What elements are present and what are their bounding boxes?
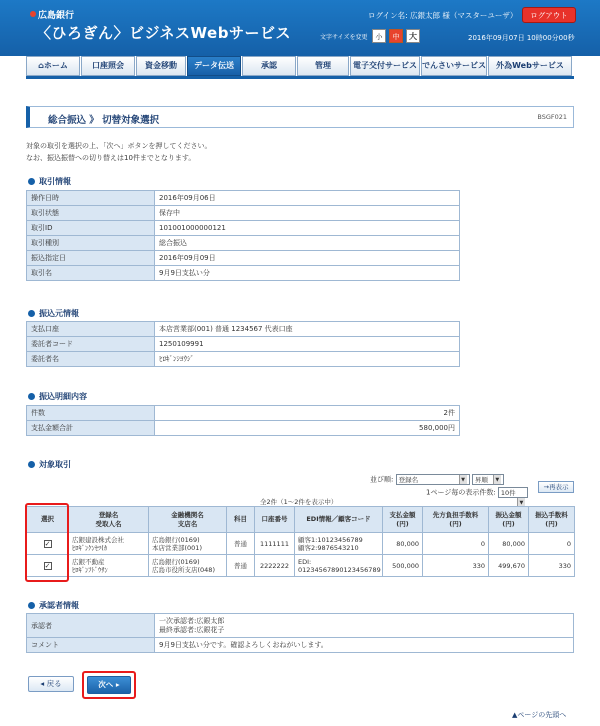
tab-fund-transfer[interactable]: 資金移動 <box>136 56 186 76</box>
table-row: 委託者名 ﾋﾛｷﾞﾝｼﾖｳｼﾞ <box>27 352 460 367</box>
col-fee: 振込手数料 (円) <box>529 507 575 533</box>
edi-line: 顧客2:9876543210 <box>298 543 359 552</box>
table-row: 件数 2件 <box>27 406 460 421</box>
section-bullet-icon <box>28 461 35 468</box>
col-select: 選択 <box>27 507 69 533</box>
page-top-link[interactable]: ▲ページの先頭へ <box>512 711 567 719</box>
table-header-row <box>27 507 575 533</box>
branch-name-cell: 広島市役所支店(048) <box>152 565 215 574</box>
details-table <box>26 405 460 436</box>
table-row: 委託者コード 1250109991 <box>27 337 460 352</box>
approver-line: 一次承認者:広銀太郎 <box>159 616 225 625</box>
fee-payer: 0 <box>423 533 489 555</box>
per-page-select[interactable]: 10件 ▼ <box>498 487 528 498</box>
service-name: 〈ひろぎん〉ビジネスWebサービス <box>36 24 291 42</box>
page-title-bar <box>26 106 574 128</box>
payee-kana: ﾋﾛｷﾞﾝｹﾝｾﾂ(ｶ <box>72 543 108 552</box>
section-bullet-icon <box>28 393 35 400</box>
section-bullet-icon <box>28 602 35 609</box>
section-title-transaction: 取引情報 <box>28 176 71 187</box>
payee-name: 広銀不動産 <box>72 557 105 566</box>
tab-approval[interactable]: 承認 <box>242 56 296 76</box>
section-title-details: 振込明細内容 <box>28 391 87 402</box>
next-button[interactable]: 次へ ▸ <box>87 676 131 694</box>
section-title-target: 対象取引 <box>28 459 71 470</box>
col-edi: EDI情報／顧客コード <box>295 507 383 533</box>
select-checkbox[interactable]: ✓ <box>44 561 51 570</box>
table-row: 振込指定日 2016年09月09日 <box>27 251 460 266</box>
approver-table <box>26 613 574 653</box>
logout-button[interactable]: ログアウト <box>522 7 576 23</box>
col-amount: 支払金額 (円) <box>383 507 423 533</box>
select-column-highlight <box>25 503 69 582</box>
font-size-label: 文字サイズを変更 <box>320 34 368 41</box>
tab-home[interactable]: ⌂ホーム <box>26 56 80 76</box>
next-button-highlight <box>82 671 136 699</box>
account-type: 普通 <box>227 555 255 577</box>
bank-name-cell: 広島銀行(0169) <box>152 535 200 544</box>
table-row: 支払口座 本店営業部(001) 普通 1234567 代表口座 <box>27 322 460 337</box>
payee-kana: ﾋﾛｷﾞﾝﾌﾄﾞｳｻﾝ <box>72 565 108 574</box>
table-row <box>27 533 575 555</box>
bank-name-cell: 広島銀行(0169) <box>152 557 200 566</box>
comment-value: 9月9日支払い分です。確認よろしくおねがいします。 <box>155 638 574 653</box>
chevron-down-icon: ▼ <box>493 475 501 484</box>
tab-management[interactable]: 管理 <box>297 56 349 76</box>
screen-id: BSGF021 <box>537 113 567 121</box>
instruction-line: なお、振込振替への切り替えは10件までとなります。 <box>26 154 196 162</box>
col-type: 科目 <box>227 507 255 533</box>
edi-line: 顧客1:10123456789 <box>298 535 363 544</box>
back-button[interactable]: ◂ 戻る <box>28 676 74 692</box>
payee-name: 広銀建設株式会社 <box>72 535 124 544</box>
transfer-fee: 330 <box>529 555 575 577</box>
login-info: ログイン名: 広銀太郎 様（マスターユーザ） <box>368 11 518 20</box>
table-row: 支払金額合計 580,000円 <box>27 421 460 436</box>
target-transactions-table <box>26 506 575 577</box>
transfer-fee: 0 <box>529 533 575 555</box>
table-row: 取引状態 保存中 <box>27 206 460 221</box>
nav-divider <box>26 76 574 79</box>
account-number: 2222222 <box>255 555 295 577</box>
per-page-label: 1ページ毎の表示件数: <box>426 488 496 497</box>
tab-data-transmission[interactable]: データ伝送 <box>187 56 241 76</box>
instructions <box>26 140 212 164</box>
section-bullet-icon <box>28 310 35 317</box>
section-title-approver: 承認者情報 <box>28 600 79 611</box>
font-size-small-button[interactable]: 小 <box>372 29 386 43</box>
font-size-large-button[interactable]: 大 <box>406 29 420 43</box>
transfer-amount: 499,670 <box>489 555 529 577</box>
account-type: 普通 <box>227 533 255 555</box>
home-icon: ⌂ <box>38 61 44 70</box>
section-title-source: 振込元情報 <box>28 308 79 319</box>
app-header <box>0 0 600 56</box>
section-bullet-icon <box>28 178 35 185</box>
tab-densai[interactable]: でんさいサービス <box>421 56 487 76</box>
table-row <box>27 555 575 577</box>
table-row: 取引名 9月9日支払い分 <box>27 266 460 281</box>
amount: 80,000 <box>383 533 423 555</box>
bank-name: 広島銀行 <box>38 11 75 21</box>
tab-e-delivery[interactable]: 電子交付サービス <box>350 56 420 76</box>
sort-label: 並び順: <box>370 475 394 484</box>
amount: 500,000 <box>383 555 423 577</box>
source-info-table <box>26 321 460 367</box>
result-count: 全2件（1〜2件を表示中） <box>260 498 338 506</box>
order-select[interactable]: 昇順 ▼ <box>472 474 504 485</box>
branch-name-cell: 本店営業部(001) <box>152 543 202 552</box>
transfer-amount: 80,000 <box>489 533 529 555</box>
sort-controls <box>370 474 528 506</box>
account-number: 1111111 <box>255 533 295 555</box>
current-datetime: 2016年09月07日 10時00分00秒 <box>468 34 575 42</box>
table-row: 承認者 一次承認者:広銀太郎 最終承認者:広銀花子 <box>27 614 574 638</box>
page-title: 総合振込 》 切替対象選択 <box>48 115 160 126</box>
table-row: コメント 9月9日支払い分です。確認よろしくおねがいします。 <box>27 638 574 653</box>
sort-select[interactable]: 登録名 ▼ <box>396 474 470 485</box>
col-name: 登録名 受取人名 <box>69 507 149 533</box>
col-account: 口座番号 <box>255 507 295 533</box>
approver-line: 最終承認者:広銀花子 <box>159 625 225 634</box>
col-fee-payer: 先方負担手数料 (円) <box>423 507 489 533</box>
table-row: 操作日時 2016年09月06日 <box>27 191 460 206</box>
redisplay-button[interactable]: →再表示 <box>538 481 574 493</box>
chevron-down-icon: ▼ <box>517 498 525 507</box>
col-bank: 金融機関名 支店名 <box>149 507 227 533</box>
table-row: 取引ID 101001000000121 <box>27 221 460 236</box>
font-size-medium-button[interactable]: 中 <box>389 29 403 43</box>
table-row: 取引種別 総合振込 <box>27 236 460 251</box>
edi-line: 01234567890123456789 <box>298 565 381 574</box>
edi-line: EDI: <box>298 557 312 566</box>
refresh-icon: → <box>543 483 549 491</box>
tab-forex[interactable]: 外為Webサービス <box>488 56 572 76</box>
instruction-line: 対象の取引を選択の上、「次へ」ボタンを押してください。 <box>26 142 212 150</box>
main-nav <box>26 56 574 76</box>
col-transfer: 振込金額 (円) <box>489 507 529 533</box>
chevron-down-icon: ▼ <box>459 475 467 484</box>
bank-logo-icon <box>30 11 36 17</box>
transaction-info-table <box>26 190 460 281</box>
fee-payer: 330 <box>423 555 489 577</box>
tab-account-inquiry[interactable]: 口座照会 <box>81 56 135 76</box>
select-checkbox[interactable]: ✓ <box>44 539 51 548</box>
